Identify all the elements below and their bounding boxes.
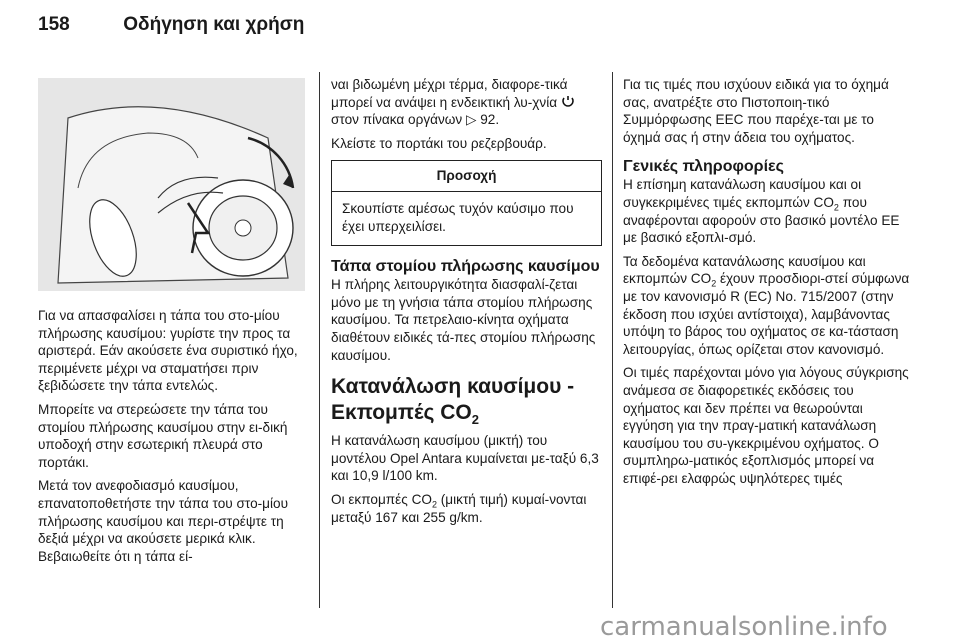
fuel-cap-drawing xyxy=(38,78,305,291)
page-header xyxy=(38,14,304,36)
column-divider xyxy=(612,72,613,608)
paragraph xyxy=(623,253,913,359)
caution-box xyxy=(331,160,602,246)
column-right xyxy=(623,76,913,493)
column-divider xyxy=(319,72,320,608)
text: στον πίνακα οργάνων xyxy=(331,112,463,128)
paragraph: Η πλήρης λειτουργικότητα διασφαλί-ζεται μόνο με τη γνήσια τάπα στομίου πλήρωσης καυσίμου. Τα πετρελαιο-κίνητα οχήματα διαθέτουν ειδικές τά-πες στομίου πλήρωσης καυσίμου. xyxy=(331,277,596,363)
subscript: 2 xyxy=(711,279,717,290)
text: που αναφέρονται αφορούν στο βασικό μοντέλο ΕΕ με βασικό εξοπλι-σμό. xyxy=(623,194,900,246)
paragraph: Για να απασφαλίσει η τάπα του στο-μίου πλήρωσης καυσίμου: γυρίστε την προς τα αριστερά. Εάν ακούσετε ένα συριστικό ήχο, περιμένετε μέχρι να σταματήσει πριν ξεβιδώσετε την τάπα εντελώς. xyxy=(38,308,298,394)
paragraph: Κλείστε το πορτάκι του ρεζερβουάρ. xyxy=(331,135,547,151)
paragraph xyxy=(331,76,602,129)
watermark: carmanualsonline.info xyxy=(600,612,888,642)
section-heading: Τάπα στομίου πλήρωσης καυσίμου xyxy=(331,258,600,276)
text: έχουν προσδιορι-στεί σύμφωνα με τον κανονισμό R (EC) No. 715/2007 (στην έκδοση που ισχύει αντίστοιχα), λαμβάνοντας υπόψη το βάρος του οχήματος σε κα-τάσταση λειτουργίας, όπως ορίζεται στον κανονισμό. xyxy=(623,271,910,357)
column-left xyxy=(38,78,305,571)
fuel-cap-warning-icon xyxy=(561,96,575,108)
subscript: 2 xyxy=(833,202,839,213)
page-reference[interactable]: 92. xyxy=(480,112,500,128)
text: Τα δεδομένα κατανάλωσης καυσίμου και εκπομπών CO xyxy=(623,253,866,287)
page-title: Οδήγηση και χρήση xyxy=(123,14,305,35)
text: ναι βιδωμένη μέχρι τέρμα, διαφορε-τικά μπορεί να ανάψει η ενδεικτική λυ-χνία xyxy=(331,77,568,110)
page-number: 158 xyxy=(38,14,70,35)
section-heading-large xyxy=(331,374,602,426)
paragraph xyxy=(623,176,913,246)
heading-line: Κατανάλωση καυσίμου - xyxy=(331,375,575,399)
paragraph: Μετά τον ανεφοδιασμό καυσίμου, επανατοποθετήστε την τάπα του στο-μίου πλήρωσης καυσίμου και περι-στρέψτε τη δεξιά μέχρι να ακούσετε μερικά κλικ. Βεβαιωθείτε ότι η τάπα εί- xyxy=(38,478,289,564)
paragraph: Μπορείτε να στερεώσετε την τάπα του στομίου πλήρωσης καυσίμου στην ει-δική υποδοχή στην εσωτερική πλευρά στο πορτάκι. xyxy=(38,401,288,470)
paragraph xyxy=(331,491,602,526)
fuel-cap-illustration xyxy=(38,78,305,291)
text: Οι εκπομπές CO xyxy=(331,491,432,507)
text: Η επίσημη κατανάλωση καυσίμου και οι συγκεκριμένες τιμές εκπομπών CO xyxy=(623,177,862,210)
text: (μικτή τιμή) κυμαί-νονται μεταξύ 167 και 255 g/km. xyxy=(331,491,587,525)
caution-title: Προσοχή xyxy=(332,161,601,192)
column-middle xyxy=(331,76,602,532)
subscript: 2 xyxy=(471,412,479,428)
page-ref-arrow-icon[interactable]: ▷ xyxy=(465,112,477,128)
caution-body: Σκουπίστε αμέσως τυχόν καύσιμο που έχει υπερχειλίσει. xyxy=(342,200,574,234)
heading-line: Εκπομπές CO xyxy=(331,401,472,425)
section-heading: Γενικές πληροφορίες xyxy=(623,158,784,176)
paragraph: Για τις τιμές που ισχύουν ειδικά για το όχημά σας, ανατρέξτε στο Πιστοποιη-τικό Συμμόρφωσης EEC που παρέχε-ται με το όχημά σας ή στην άδεια του οχήματος. xyxy=(623,77,889,145)
subscript: 2 xyxy=(431,499,437,510)
paragraph: Η κατανάλωση καυσίμου (μικτή) του μοντέλου Opel Antara κυμαίνεται με-ταξύ 6,3 και 10,9 l/100 km. xyxy=(331,433,599,484)
paragraph: Οι τιμές παρέχονται μόνο για λόγους σύγκρισης ανάμεσα σε διαφορετικές εκδόσεις του οχήματος και δεν πρέπει να θεωρούνται εγγύηση για την πραγ-ματική κατανάλωση καυσίμου του συ-γκεκριμένου οχήματος. Ο συμπληρω-ματικός εξοπλισμός μπορεί να επιφέ-ρει ελαφρώς υψηλότερες τιμές xyxy=(623,365,909,486)
